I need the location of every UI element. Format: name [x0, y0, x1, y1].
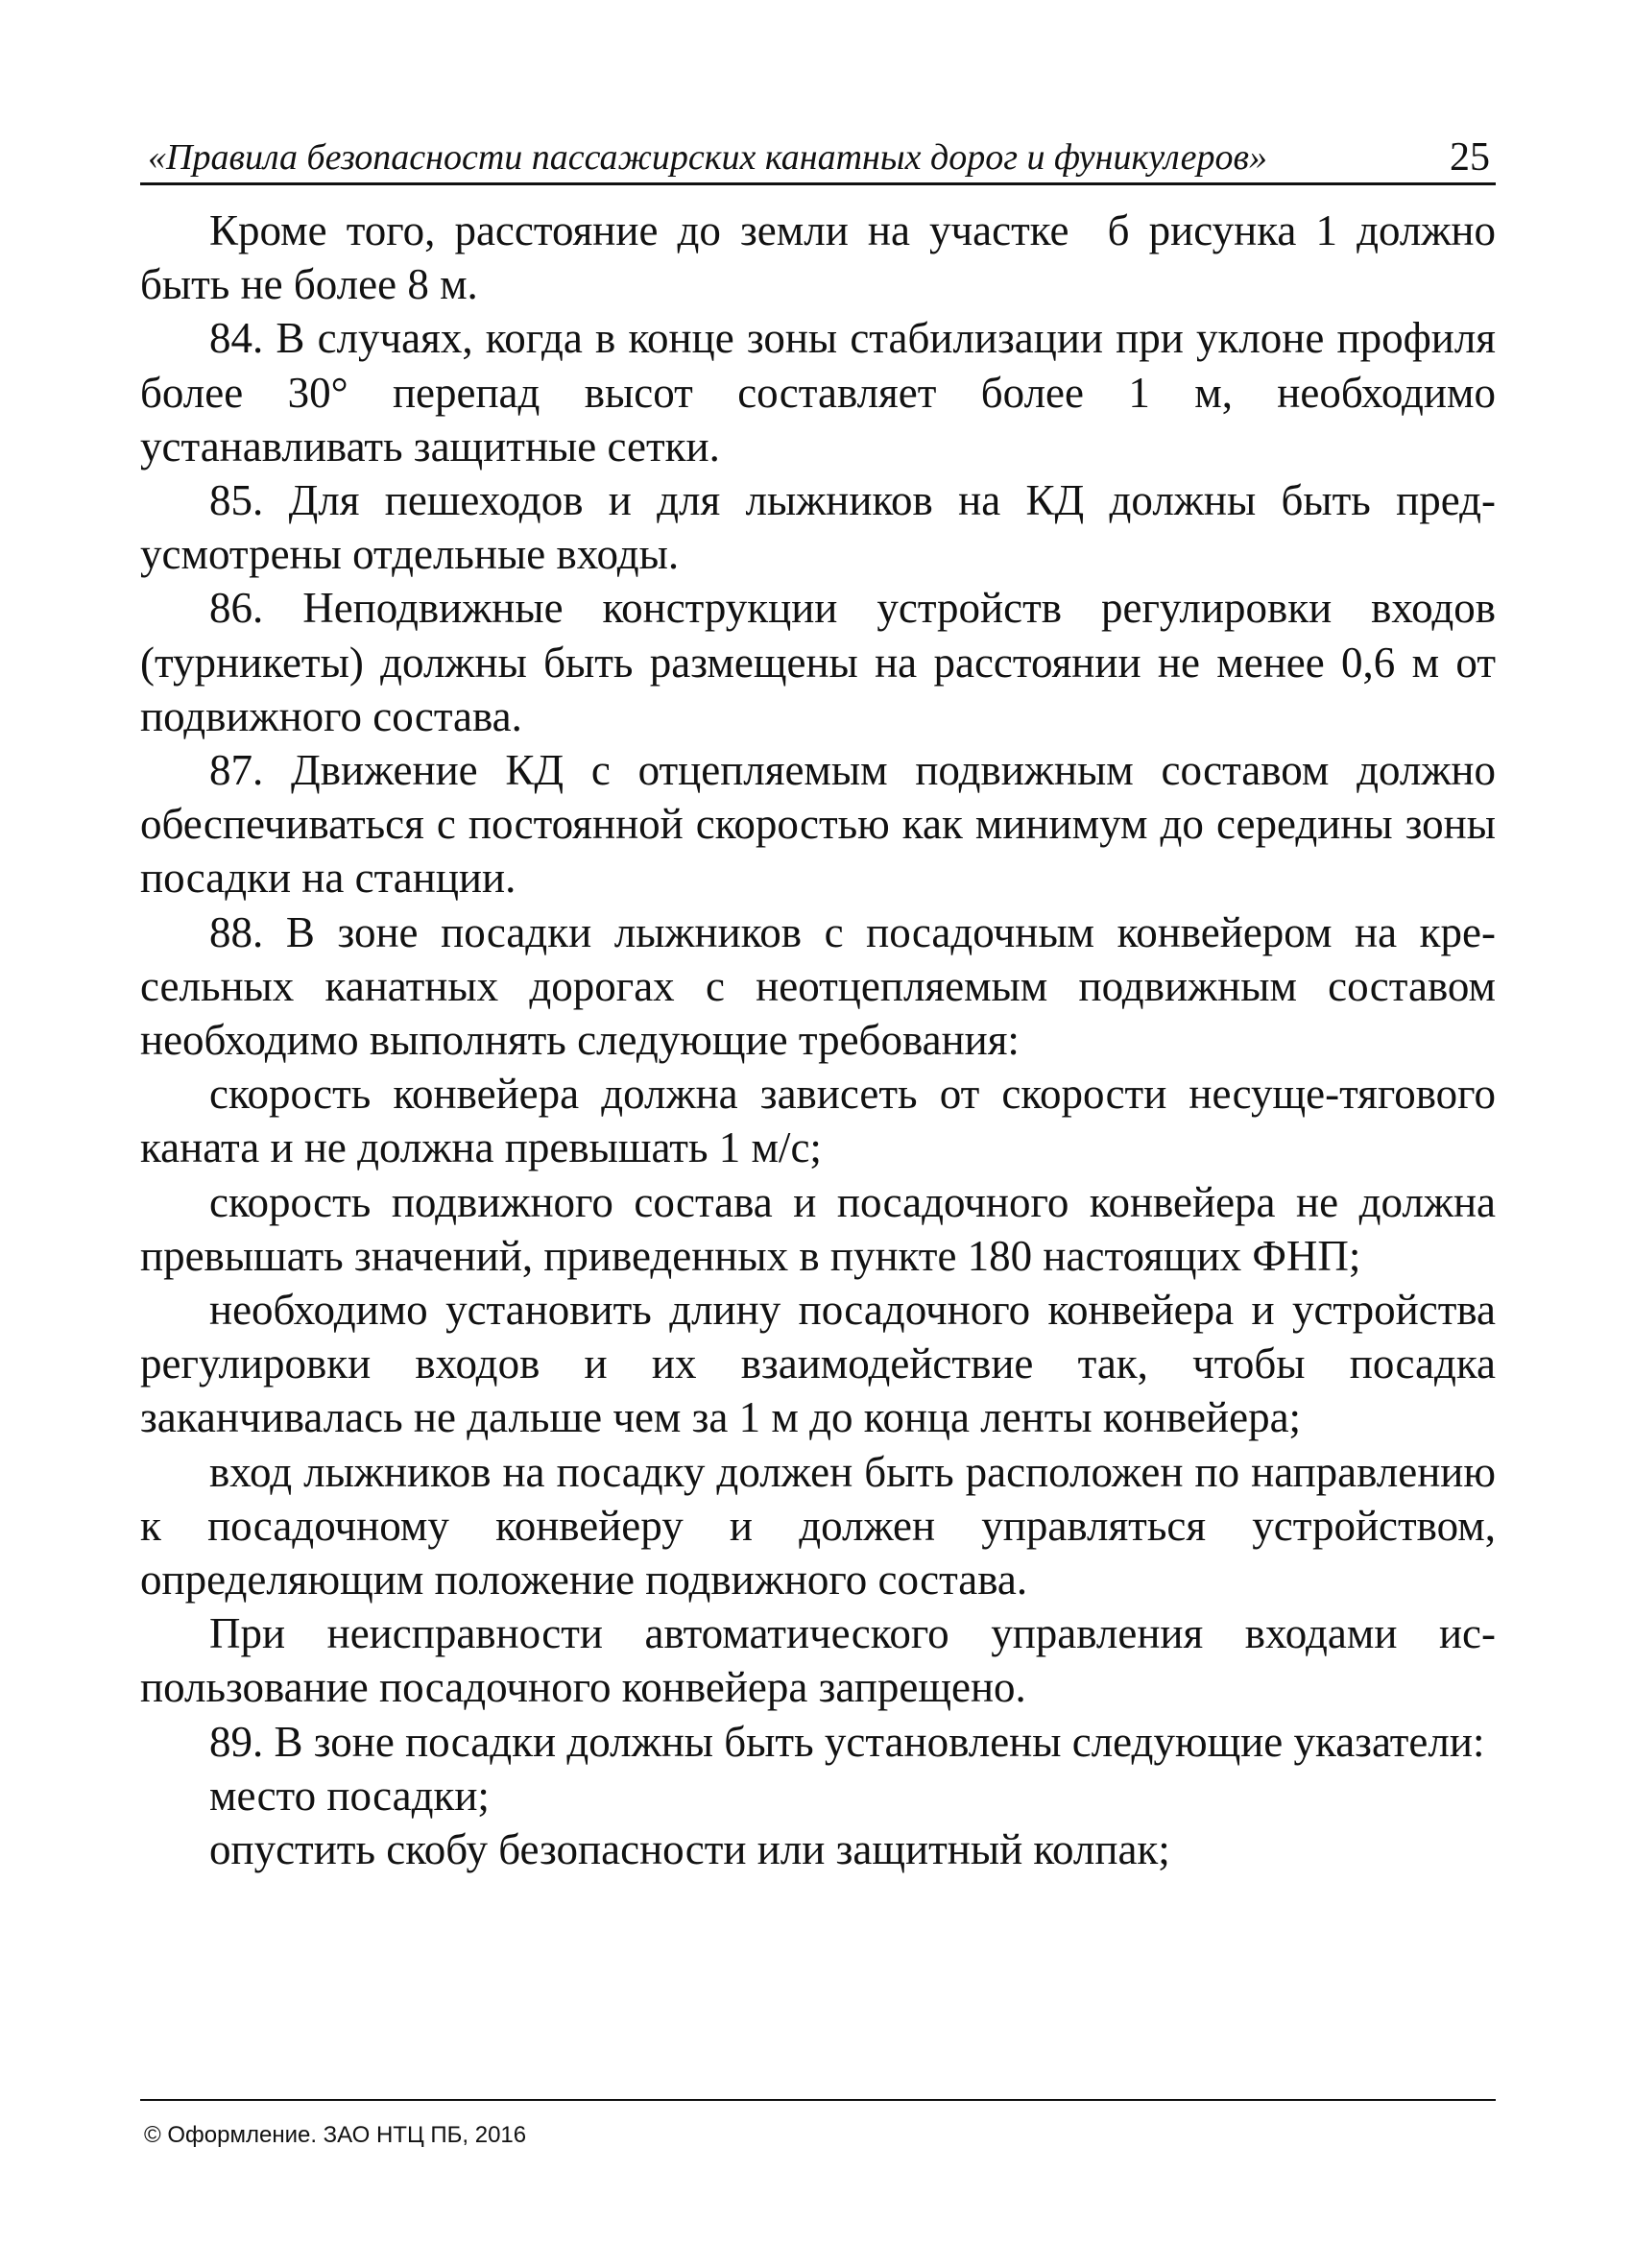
paragraph-89-item-boarding-place: место посадки;	[209, 1771, 490, 1820]
page-footer	[140, 2099, 1496, 2148]
page-number: 25	[1450, 135, 1490, 180]
paragraph-85: 85. Для пешеходов и для лыжников на КД должны быть предусмотрены отдельные входы.	[140, 476, 1496, 579]
paragraph-88-item-conveyor-length: необходимо установить длину посадочного конвейера и устройства регулировки входов и их взаимодействие так, чтобы посадка заканчивалась не дальше чем за 1 м до конца ленты конвейера;	[140, 1286, 1496, 1442]
paragraph-88-item-rolling-stock-speed: скорость подвижного состава и посадочного конвейера не должна превышать значений, приведенных в пункте 180 настоящих ФНП;	[140, 1177, 1496, 1280]
copyright-text: © Оформление. ЗАО НТЦ ПБ, 2016	[144, 2122, 527, 2148]
paragraph-88: 88. В зоне посадки лыжников с посадочным конвейером на кресельных канатных дорогах с неотцепляемым подвижным составом необходимо выполнять следующие требования:	[140, 907, 1496, 1065]
document-body	[140, 204, 1496, 1876]
running-header	[140, 133, 1496, 185]
paragraph-88-malfunction-note: При неисправности автоматического управления входами использование посадочного конвейера запрещено.	[140, 1609, 1496, 1712]
paragraph-87: 87. Движение КД с отцепляемым подвижным составом должно обеспечиваться с постоянной скоростью как минимум до середины зоны посадки на станции.	[140, 746, 1496, 903]
header-title: «Правила безопасности пассажирских канатных дорог и фуникулеров»	[148, 137, 1267, 178]
paragraph-88-item-skier-entry: вход лыжников на посадку должен быть расположен по направлению к посадочному конвейеру и должен управляться устройством, определяющим положение подвижного состава.	[140, 1447, 1496, 1604]
paragraph-86: 86. Неподвижные конструкции устройств регулировки входов (турникеты) должны быть размещены на расстоянии не менее 0,6 м от подвижного состава.	[140, 584, 1496, 740]
paragraph-distance-note: Кроме того, расстояние до земли на участке б рисунка 1 должно быть не более 8 м.	[140, 206, 1496, 309]
paragraph-84: 84. В случаях, когда в конце зоны стабилизации при уклоне профиля более 30° перепад высот составляет более 1 м, необходимо устанавливать защитные сетки.	[140, 314, 1496, 470]
paragraph-88-item-conveyor-speed: скорость конвейера должна зависеть от скорости несуще-тягового каната и не должна превышать 1 м/с;	[140, 1070, 1496, 1172]
paragraph-89-item-safety-bar: опустить скобу безопасности или защитный колпак;	[209, 1825, 1170, 1874]
paragraph-89: 89. В зоне посадки должны быть установлены следующие указатели:	[209, 1717, 1485, 1766]
